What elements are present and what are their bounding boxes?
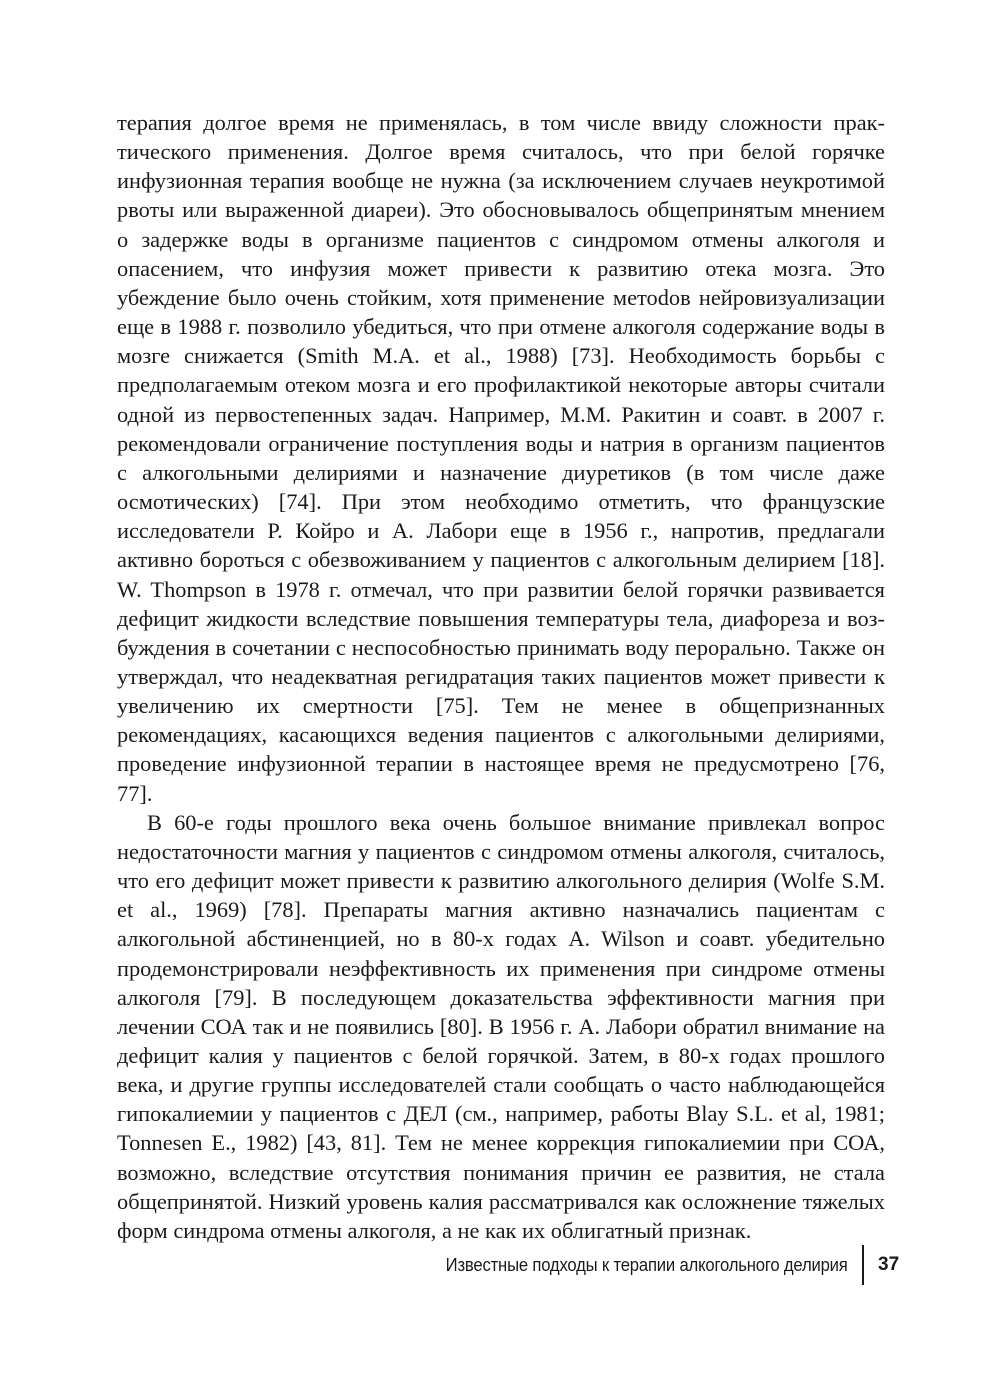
running-title: Известные подходы к терапии алкогольного делирия [446, 1254, 848, 1275]
body-text [117, 108, 885, 1245]
paragraph-continuation: терапия долгое время не применялась, в том числе ввиду сложности практического применения. Долгое время считалось, что при белой горячке инфузионная терапия вообще не нужна (за исключением случаев неукротимой рвоты или выраженной диареи). Это обосновывалось общепринятым мнением о задержке воды в организме пациентов с синдромом отмены алкоголя и опасением, что инфузия может привести к развитию отека мозга. Это убеждение было очень стойким, хотя применение метоdов нейровизуализации еще в 1988 г. позволило убедиться, что при отмене алкоголя содержание воды в мозге снижается (Smith M.A. et al., 1988) [73]. Необходимость борьбы с предполагаемым отеком мозга и его профилактикой некоторые авторы считали одной из первостепенных задач. Например, М.М. Ракитин и соавт. в 2007 г. рекомендовали ограничение поступления воды и натрия в организм пациентов с алкогольными делириями и назначение диуретиков (в том числе даже осмотических) [74]. При этом необходимо отметить, что французские исследователи Р. Койро и А. Лабори еще в 1956 г., напротив, предлагали активно бороться с обезвоживанием у пациентов с алкогольным делирием [18]. W. Thompson в 1978 г. отмечал, что при развитии белой горячки развивается дефицит жидкости вследствие повышения температуры тела, диафореза и возбуждения в сочетании с неспособностью принимать воду перорально. Также он утверждал, что неадекватная регидратация таких пациентов может привести к увеличению их смертности [75]. Тем не менее в общепризнанных рекомендациях, касающихся ведения пациентов с алкогольными делириями, проведение инфузионной терапии в настоящее время не предусмотрено [76, 77]. [117, 110, 885, 806]
page-number: 37 [878, 1254, 900, 1275]
footer-divider [862, 1245, 864, 1285]
page-footer [300, 1245, 900, 1285]
paragraph-magnesium-potassium: В 60-е годы прошлого века очень большое внимание привлекал вопрос недостаточности магния у пациентов с синдромом отмены алкоголя, считалось, что его дефицит может привести к развитию алкогольного делирия (Wolfe S.M. et al., 1969) [78]. Препараты магния активно назначались пациентам с алкогольной абстиненцией, но в 80-х годах A. Wilson и соавт. убедительно продемонстрировали неэффективность их применения при синдроме отмены алкоголя [79]. В последующем доказательства эффективности магния при лечении СОА так и не появились [80]. В 1956 г. А. Лабори обратил внимание на дефицит калия у пациентов с белой горячкой. Затем, в 80-х годах прошлого века, и другие группы исследователей стали сообщать о часто наблюдающейся гипокалиемии у пациентов с ДЕЛ (см., например, работы Blay S.L. et al, 1981; Tonnesen E., 1982) [43, 81]. Тем не менее коррекция гипокалиемии при СОА, возможно, вследствие отсутствия понимания причин ее развития, не стала общепринятой. Низкий уровень калия рассматривался как осложнение тяжелых форм синдрома отмены алкоголя, а не как их облигатный признак. [117, 809, 885, 1243]
